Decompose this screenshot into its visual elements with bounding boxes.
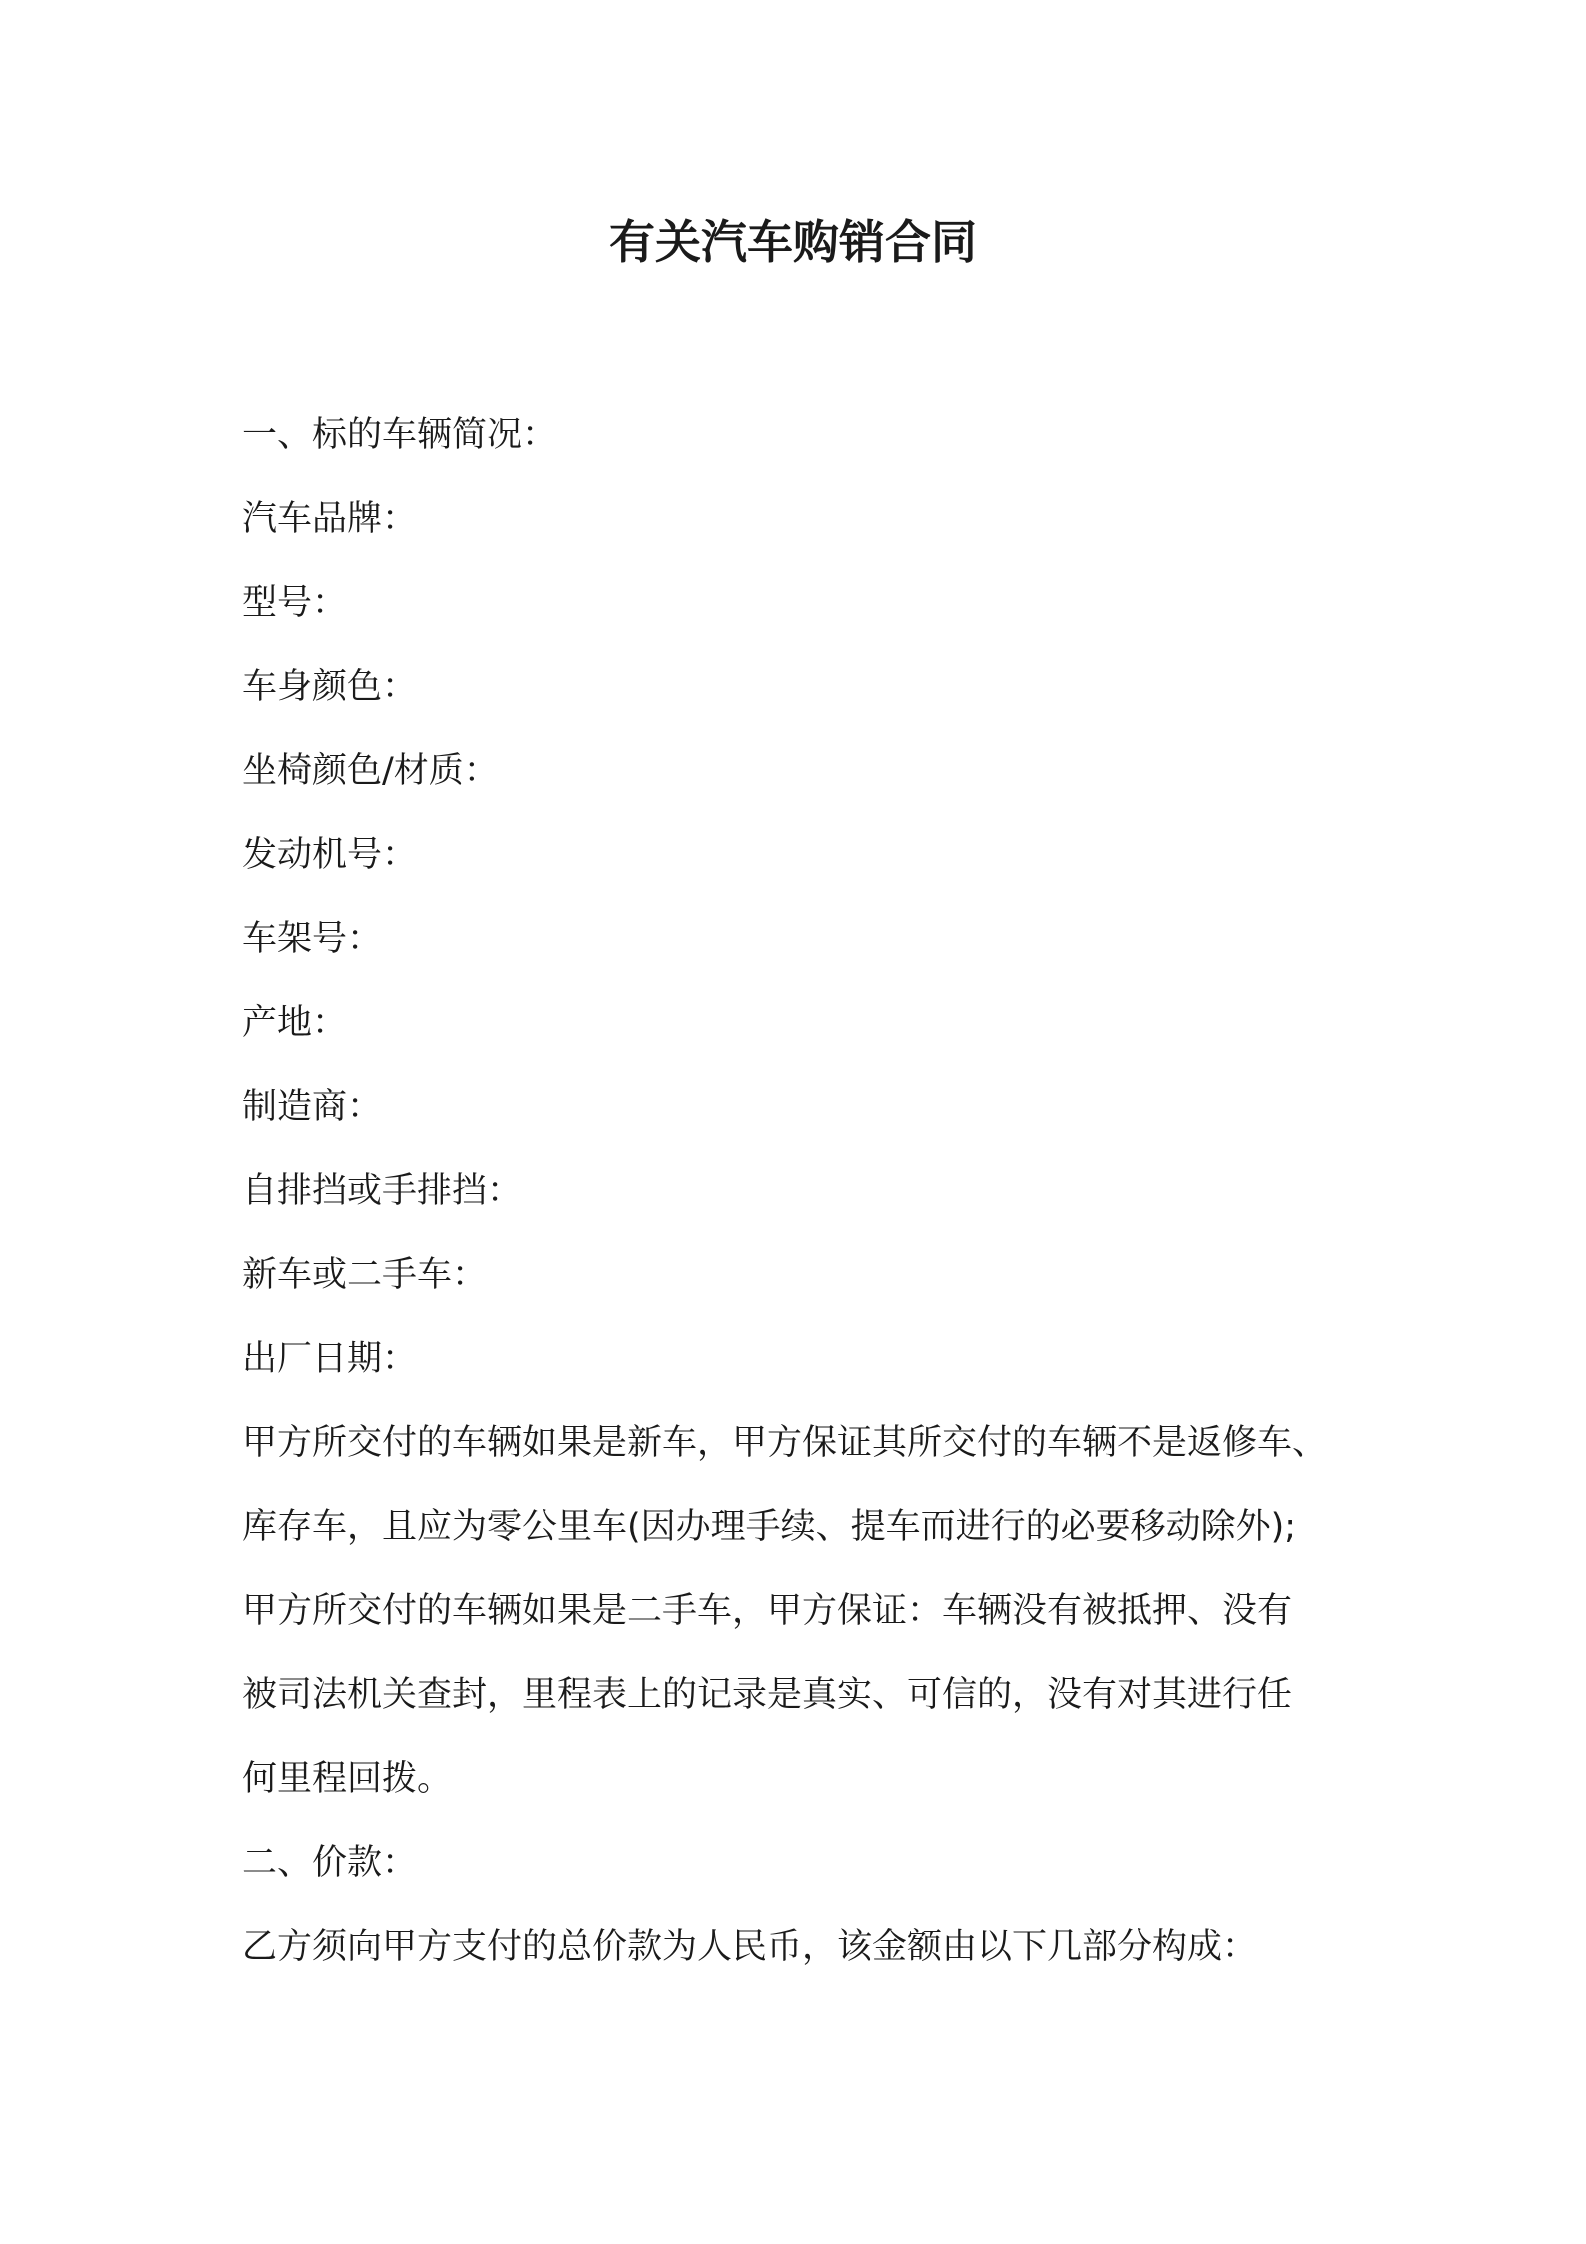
paragraph-line: 被司法机关查封，里程表上的记录是真实、可信的，没有对其进行任 xyxy=(242,1675,1293,1715)
paragraph-line: 甲方所交付的车辆如果是新车，甲方保证其所交付的车辆不是返修车、 xyxy=(242,1423,1328,1463)
paragraph-line: 甲方所交付的车辆如果是二手车，甲方保证：车辆没有被抵押、没有 xyxy=(242,1591,1293,1631)
section-heading-vehicle: 一、标的车辆简况： xyxy=(242,415,558,455)
field-manufacture-date: 出厂日期： xyxy=(242,1339,418,1379)
field-model: 型号： xyxy=(242,583,348,623)
page-title: 有关汽车购销合同 xyxy=(609,215,977,269)
field-origin: 产地： xyxy=(242,1003,348,1043)
field-frame-number: 车架号： xyxy=(242,919,383,959)
field-body-color: 车身颜色： xyxy=(242,667,418,707)
section-heading-price: 二、价款： xyxy=(242,1843,418,1883)
field-seat-color-material: 坐椅颜色/材质： xyxy=(242,751,499,791)
field-new-or-used: 新车或二手车： xyxy=(242,1255,488,1295)
field-engine-number: 发动机号： xyxy=(242,835,418,875)
field-manufacturer: 制造商： xyxy=(242,1087,383,1127)
paragraph-line: 乙方须向甲方支付的总价款为人民币，该金额由以下几部分构成： xyxy=(242,1927,1258,1967)
paragraph-line: 何里程回拨。 xyxy=(242,1759,453,1799)
field-transmission: 自排挡或手排挡： xyxy=(242,1171,523,1211)
field-brand: 汽车品牌： xyxy=(242,499,418,539)
paragraph-line: 库存车，且应为零公里车(因办理手续、提车而进行的必要移动除外); xyxy=(242,1507,1297,1547)
